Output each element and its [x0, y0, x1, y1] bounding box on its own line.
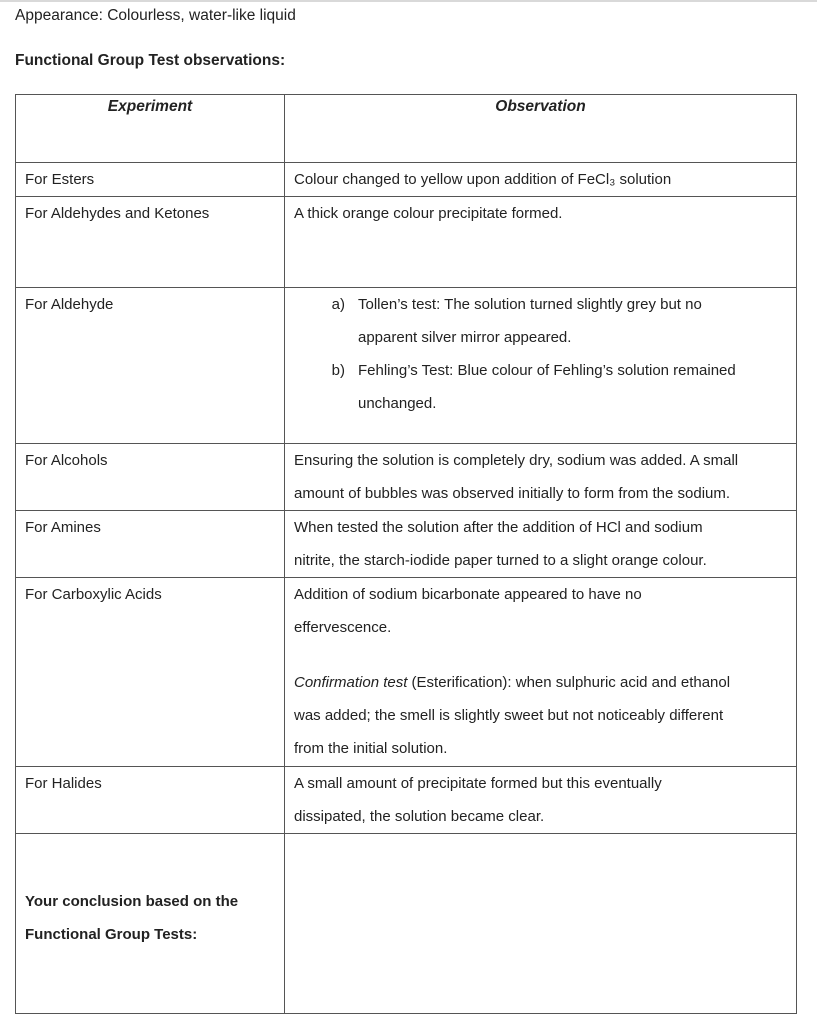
- header-experiment: Experiment: [107, 98, 193, 115]
- confirmation-line2: was added; the smell is slightly sweet but not noticeably different: [294, 707, 724, 724]
- confirmation-line1-text: (Esterification): when sulphuric acid and ethanol: [407, 674, 731, 691]
- experiment-alcohols: For Alcohols: [25, 452, 108, 469]
- experiment-halides: For Halides: [25, 775, 102, 792]
- appearance-text: Appearance: Colourless, water-like liquid: [15, 7, 296, 24]
- experiment-carboxylic-acids: For Carboxylic Acids: [25, 586, 162, 603]
- tollens-line1: Tollen’s test: The solution turned slightly grey but no: [358, 296, 702, 313]
- conclusion-line1: Your conclusion based on the: [25, 893, 239, 910]
- observation-carboxylic-line2: effervescence.: [294, 619, 392, 636]
- observation-alcohols-line1: Ensuring the solution is completely dry, sodium was added. A small: [294, 452, 739, 469]
- experiment-amines: For Amines: [25, 519, 101, 536]
- table-row: [16, 767, 797, 834]
- tollens-label: a): [331, 296, 345, 313]
- table-row: [16, 163, 797, 197]
- observation-halides-line2: dissipated, the solution became clear.: [294, 808, 545, 825]
- header-observation: Observation: [495, 98, 586, 115]
- observation-esters: Colour changed to yellow upon addition of FeCl₃ solution: [294, 171, 672, 188]
- section-heading: Functional Group Test observations:: [15, 52, 286, 69]
- fehlings-label: b): [331, 362, 345, 379]
- observation-alcohols-line2: amount of bubbles was observed initially to form from the sodium.: [294, 485, 731, 502]
- conclusion-row: [16, 834, 797, 1014]
- observation-carboxylic-line1: Addition of sodium bicarbonate appeared to have no: [294, 586, 642, 603]
- tollens-item: [285, 288, 796, 354]
- conclusion-line2: Functional Group Tests:: [25, 926, 198, 943]
- top-rule: [0, 0, 817, 2]
- observation-amines-line2: nitrite, the starch-iodide paper turned to a slight orange colour.: [294, 552, 707, 569]
- conclusion-label: [16, 834, 284, 951]
- header-observation-cell: [285, 95, 797, 163]
- fehlings-line1: Fehling’s Test: Blue colour of Fehling’s solution remained: [358, 362, 736, 379]
- confirmation-line1: [285, 666, 796, 699]
- observation-aldehydes-ketones: A thick orange colour precipitate formed.: [294, 205, 563, 222]
- fehlings-item: [285, 354, 796, 420]
- confirmation-label: Confirmation test: [294, 674, 408, 691]
- observation-halides-line1: A small amount of precipitate formed but this eventually: [294, 775, 662, 792]
- header-experiment-cell: [16, 95, 285, 163]
- tollens-line2: apparent silver mirror appeared.: [358, 329, 572, 346]
- observation-amines-line1: When tested the solution after the addition of HCl and sodium: [294, 519, 703, 536]
- fehlings-line2: unchanged.: [358, 395, 437, 412]
- functional-group-table: [15, 94, 797, 1014]
- experiment-esters: For Esters: [25, 171, 95, 188]
- table-row: [16, 511, 797, 578]
- table-row: [16, 288, 797, 444]
- table-header-row: [16, 95, 797, 163]
- confirmation-line3: from the initial solution.: [294, 740, 448, 757]
- table-row: [16, 578, 797, 767]
- table-row: [16, 197, 797, 288]
- experiment-aldehyde: For Aldehyde: [25, 296, 114, 313]
- table-row: [16, 444, 797, 511]
- experiment-aldehydes-ketones: For Aldehydes and Ketones: [25, 205, 210, 222]
